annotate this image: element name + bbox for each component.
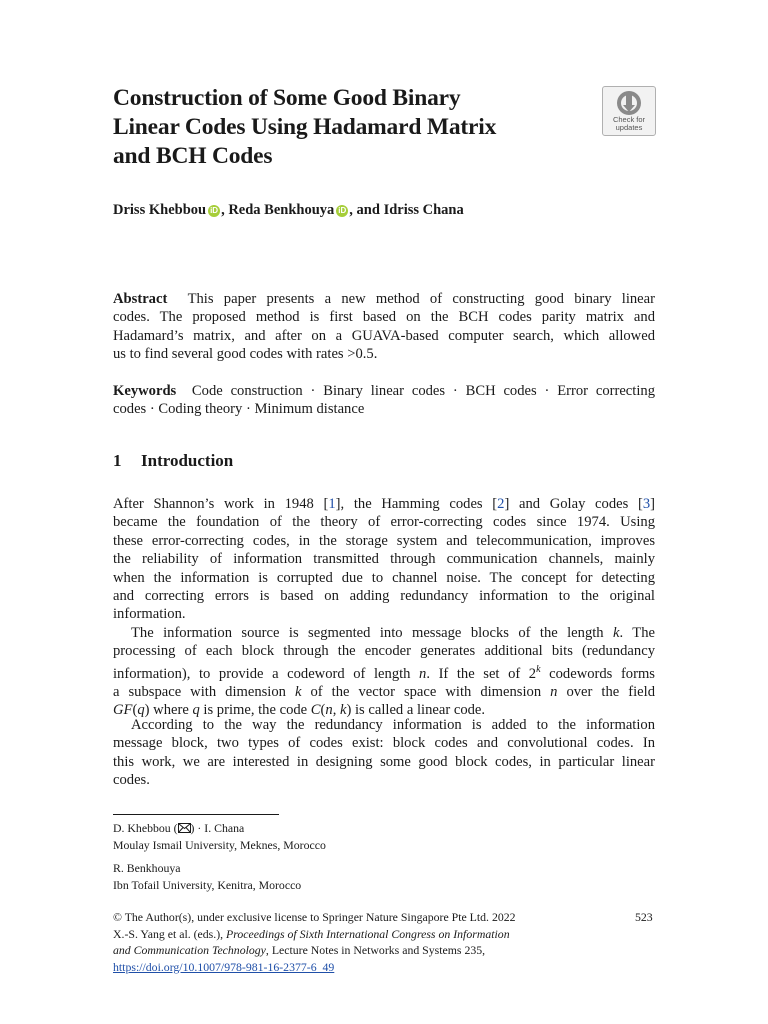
body-line: and correcting errors is based on adding redundancy information to the original <box>113 588 655 605</box>
orcid-icon[interactable]: iD <box>210 206 219 215</box>
keywords-line: codes · Coding theory · Minimum distance <box>113 401 365 418</box>
affiliation-2 <box>113 860 593 893</box>
body-line: this work, we are interested in designing some good block codes, in particular linear <box>113 753 655 770</box>
doi-link[interactable]: https://doi.org/10.1007/978-981-16-2377-6_49 <box>113 959 335 974</box>
affiliation-institution: Ibn Tofail University, Kenitra, Morocco <box>113 877 302 892</box>
affiliation-names: D. Khebbou ( ) · I. Chana <box>113 821 245 835</box>
envelope-icon[interactable] <box>178 823 191 833</box>
affiliation-institution: Moulay Ismail University, Meknes, Morocco <box>113 837 326 852</box>
author-name: Driss Khebbou <box>113 202 207 218</box>
badge-text: Check for <box>612 115 646 124</box>
orcid-icon[interactable]: iD <box>338 206 347 215</box>
section-title: Introduction <box>141 451 234 470</box>
body-line: when the information is corrupted due to channel noise. The concept for detecting <box>113 569 655 586</box>
body-line: information), to provide a codeword of length n. If the set of 2$^k$ codewords forms <box>113 663 655 682</box>
citation-link[interactable]: 2 <box>497 496 505 512</box>
abstract-line: codes. The proposed method is first based on the BCH codes parity matrix and <box>113 309 655 326</box>
body-line: The information source is segmented into message blocks of the length k. The <box>131 625 655 641</box>
body-line: information. <box>113 606 186 623</box>
title-line: Linear Codes Using Hadamard Matrix <box>113 114 497 140</box>
citation-link[interactable]: 1 <box>328 496 336 512</box>
citation-line: and Communication Technology, Lecture Notes in Networks and Systems 235, <box>113 943 486 957</box>
footnote-divider <box>113 814 279 815</box>
body-line: After Shannon’s work in 1948 [1], the Hamming codes [2] and Golay codes [3] <box>113 496 655 512</box>
author-name: Idriss Chana <box>383 202 464 218</box>
copyright-block <box>113 909 593 975</box>
body-line: the reliability of information transmitted through communication channels, mainly <box>113 551 655 568</box>
body-line: a subspace with dimension k of the vector space with dimension n over the field <box>113 684 655 701</box>
affiliation-1 <box>113 820 593 853</box>
check-for-updates-badge[interactable] <box>602 86 656 136</box>
body-line: message block, two types of codes exist: block codes and convolutional codes. In <box>113 735 655 752</box>
keywords-line <box>113 382 655 400</box>
section-heading <box>113 451 233 471</box>
title-line: and BCH Codes <box>113 143 273 169</box>
abstract-label: Abstract <box>113 291 168 307</box>
body-line: processing of each block through the encoder generates additional bits (redundancy <box>113 643 655 660</box>
title-line: Construction of Some Good Binary <box>113 85 461 111</box>
abstract-line <box>113 290 655 308</box>
author-separator: , <box>221 202 229 218</box>
keywords-label: Keywords <box>113 383 177 399</box>
citation-link[interactable]: 3 <box>642 496 651 512</box>
abstract-line: Hadamard’s matrix, and after on a GUAVA-based computer search, which allowed <box>113 327 655 344</box>
paper-title <box>113 84 583 171</box>
author-name: Reda Benkhouya <box>228 202 335 218</box>
abstract-text: This paper presents a new method of constructing good binary linear <box>187 291 655 307</box>
author-list <box>113 200 673 220</box>
body-line: codes. <box>113 772 150 789</box>
body-line: became the foundation of the theory of error-correcting codes since 1974. Using <box>113 514 655 531</box>
body-line: GF(q) where q is prime, the code C(n, k) is called a linear code. <box>113 702 486 719</box>
body-line: According to the way the redundancy information is added to the information <box>131 717 655 733</box>
section-number: 1 <box>113 451 122 470</box>
page-number: 523 <box>635 910 653 924</box>
body-line: these error-correcting codes, in the storage system and telecommunication, improves <box>113 532 655 549</box>
affiliation-names: R. Benkhouya <box>113 861 181 875</box>
intro-paragraph-3 <box>113 716 655 790</box>
intro-paragraph-2 <box>113 624 655 720</box>
abstract <box>113 290 655 364</box>
badge-text: updates <box>615 123 643 132</box>
doi-line <box>113 959 593 976</box>
keywords <box>113 382 655 419</box>
citation-line: X.-S. Yang et al. (eds.), Proceedings of Sixth International Congress on Information <box>113 926 510 941</box>
check-for-updates-icon <box>616 90 642 116</box>
abstract-line: us to find several good codes with rates >0.5. <box>113 346 378 363</box>
author-separator: , and <box>349 202 384 218</box>
keywords-text: Code construction · Binary linear codes · BCH codes · Error correcting <box>191 383 655 399</box>
intro-paragraph-1 <box>113 495 655 624</box>
copyright-line: © The Author(s), under exclusive license to Springer Nature Singapore Pte Ltd. 2022 <box>113 910 516 924</box>
